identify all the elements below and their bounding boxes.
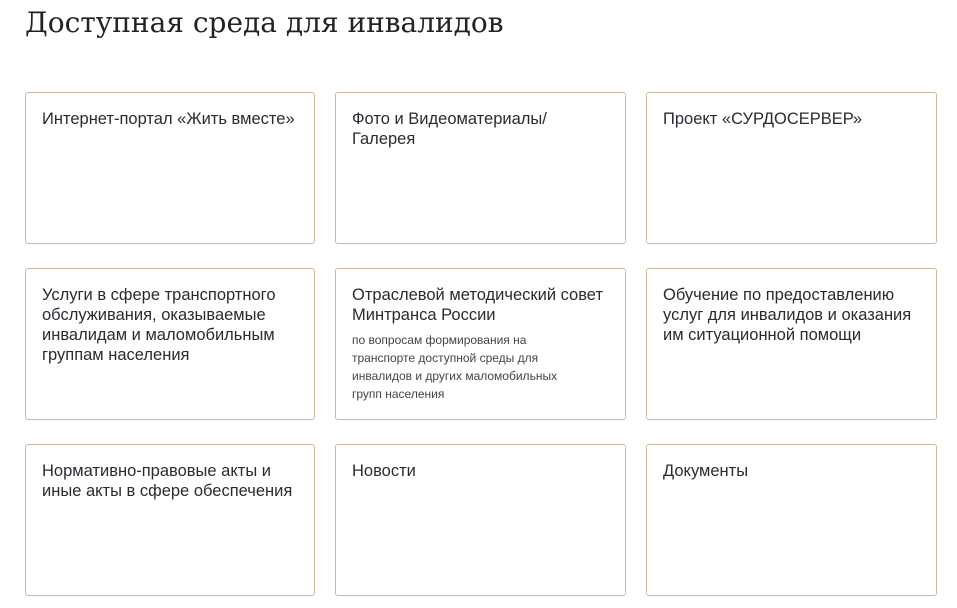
card-surdoserver-project[interactable]: [646, 92, 937, 244]
card-title: Нормативно-правовые акты и иные акты в сфере обеспечения: [42, 462, 293, 500]
card-news[interactable]: [335, 444, 626, 596]
card-title: Обучение по предоставлению услуг для инвалидов и оказания им ситуационной помощи: [663, 286, 912, 344]
card-title: Проект «СУРДОСЕРВЕР»: [663, 110, 863, 128]
card-title: Новости: [352, 462, 416, 480]
card-title: Отраслевой методический совет Минтранса России: [352, 286, 603, 324]
card-legal-acts[interactable]: [25, 444, 315, 596]
card-photo-video-gallery[interactable]: [335, 92, 626, 244]
card-title: Услуги в сфере транспортного обслуживания, оказываемые инвалидам и маломобильным группам населения: [42, 286, 276, 364]
card-zhit-vmeste-portal[interactable]: [25, 92, 315, 244]
card-title: Фото и Видеоматериалы/ Галерея: [352, 110, 547, 148]
card-transport-services[interactable]: [25, 268, 315, 420]
card-title: Интернет-портал «Жить вместе»: [42, 110, 295, 128]
card-training[interactable]: [646, 268, 937, 420]
page-title: Доступная среда для инвалидов: [25, 6, 504, 39]
card-subtitle: по вопросам формирования на транспорте доступной среды для инвалидов и других маломобильных групп населения: [352, 333, 558, 401]
card-methodical-council[interactable]: [335, 268, 626, 420]
card-title: Документы: [663, 462, 749, 480]
card-documents[interactable]: [646, 444, 937, 596]
